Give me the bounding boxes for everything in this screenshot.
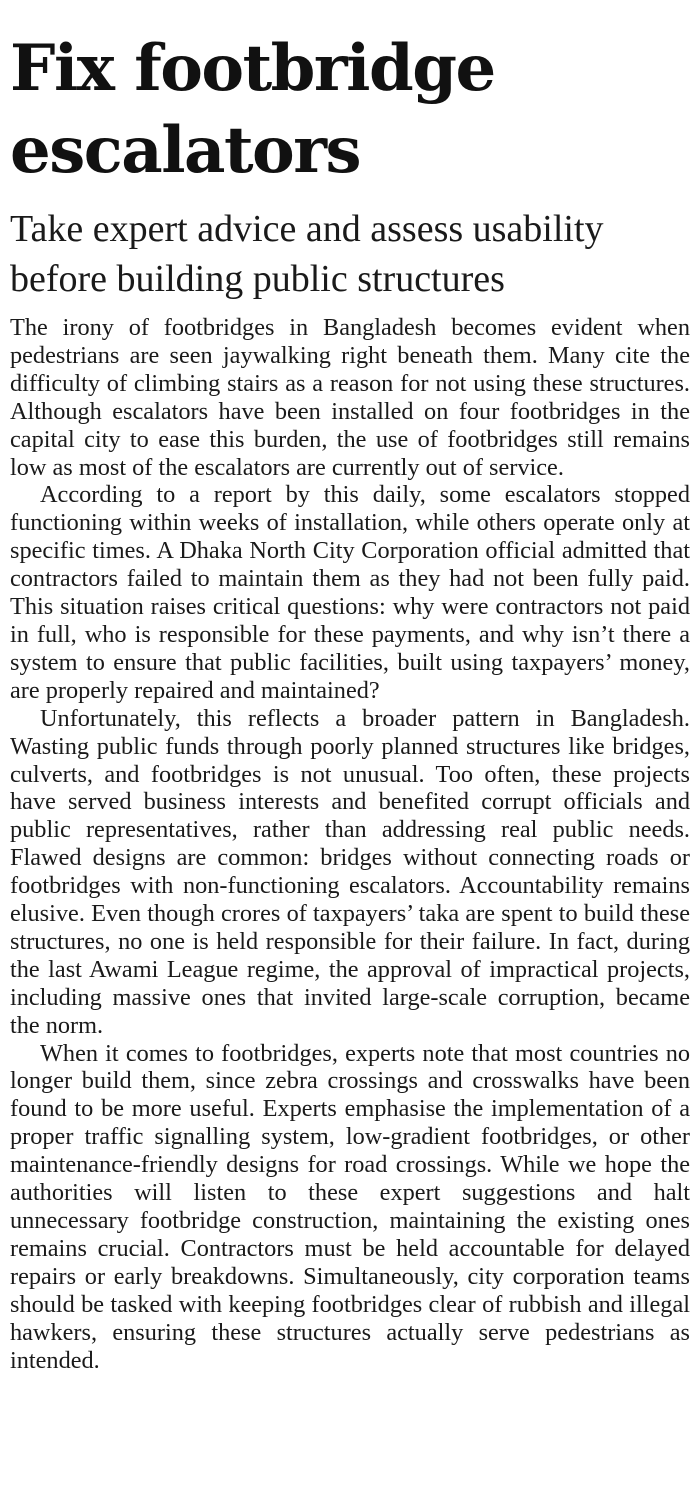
article-body — [10, 314, 690, 1374]
article-subheadline: Take expert advice and assess usability before building public structures — [10, 208, 604, 300]
article-paragraph-3: Unfortunately, this reflects a broader pattern in Bangladesh. Wasting public funds through poorly planned structures like bridges, culverts, and footbridges is not unusual. Too often, these projects have served business interests and benefited corrupt officials and public representatives, rather than addressing real public needs. Flawed designs are common: bridges without connecting roads or footbridges with non-functioning escalators. Accountability remains elusive. Even though crores of taxpayers’ taka are spent to build these structures, no one is held responsible for their failure. In fact, during the last Awami League regime, the approval of impractical projects, including massive ones that invited large-scale corruption, became the norm. — [10, 704, 690, 1039]
article-paragraph-4: When it comes to footbridges, experts note that most countries no longer build them, since zebra crossings and crosswalks have been found to be more useful. Experts emphasise the implementation of a proper traffic signalling system, low-gradient footbridges, or other maintenance-friendly designs for road crossings. While we hope the authorities will listen to these expert suggestions and halt unnecessary footbridge construction, maintaining the existing ones remains crucial. Contractors must be held accountable for delayed repairs or early breakdowns. Simultaneously, city corporation teams should be tasked with keeping footbridges clear of rubbish and illegal hawkers, ensuring these structures actually serve pedestrians as intended. — [10, 1039, 690, 1374]
article-headline: Fix footbridge escalators — [10, 31, 495, 188]
article-paragraph-1: The irony of footbridges in Bangladesh becomes evident when pedestrians are seen jaywalking right beneath them. Many cite the difficulty of climbing stairs as a reason for not using these structures. Although escalators have been installed on four footbridges in the capital city to ease this burden, the use of footbridges still remains low as most of the escalators are currently out of service. — [10, 314, 690, 481]
article-paragraph-2: According to a report by this daily, some escalators stopped functioning within weeks of installation, while others operate only at specific times. A Dhaka North City Corporation official admitted that contractors failed to maintain them as they had not been fully paid. This situation raises critical questions: why were contractors not paid in full, who is responsible for these payments, and why isn’t there a system to ensure that public facilities, built using taxpayers’ money, are properly repaired and maintained? — [10, 481, 690, 704]
editorial-article — [10, 0, 690, 1374]
